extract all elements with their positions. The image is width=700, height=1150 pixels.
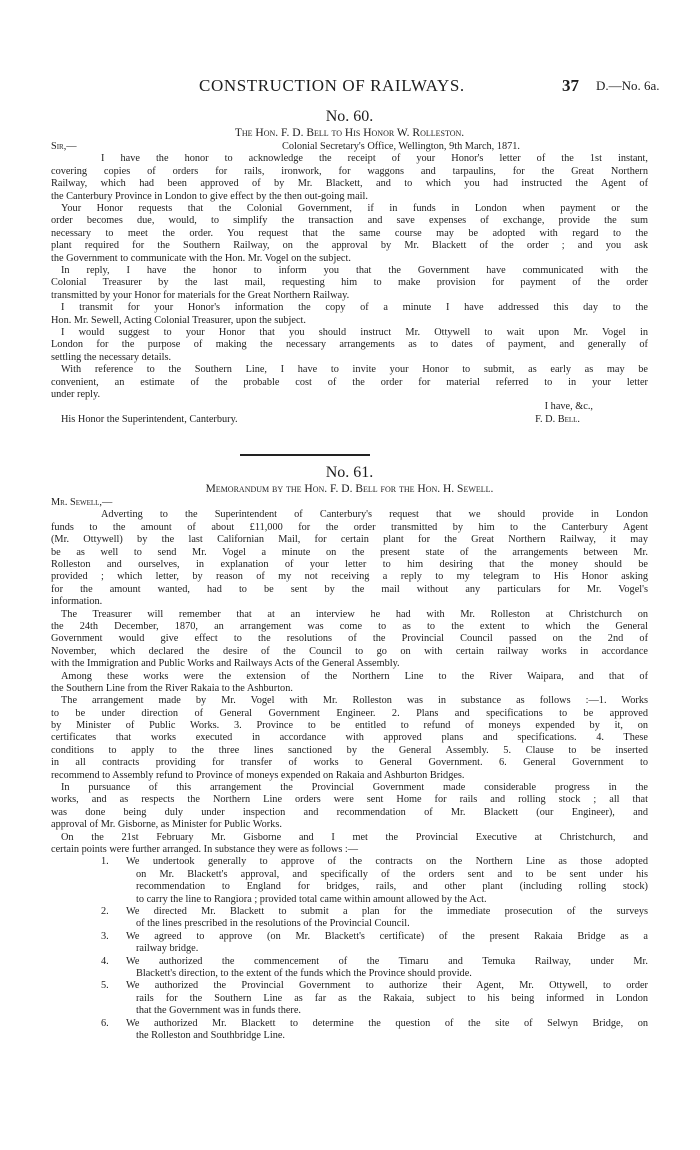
list-item [51,1018,648,1043]
list-item-number: 4. [101,955,109,967]
text-line: The arrangement made by Mr. Vogel with Mr. Rolleston was in substance as follows :—1. Works [61,695,648,707]
text-line: with the Immigration and Public Works and Railways Acts of the General Assembly. [51,658,400,670]
text-line: in all contracts providing for transfer of works to General Government. 6. General Government to [51,757,648,769]
salutation: Sir,— [51,141,77,152]
text-line: certain points were further arranged. In substance they were as follows :— [51,844,359,856]
memo-body [51,509,648,856]
text-line: order becomes due, would, to simplify the transaction and save expenses of exchange, provide the sum [51,215,648,227]
text-line: works, and as respects the Northern Line orders were sent Home for rails and rolling stock ; all that [51,794,648,806]
signature: F. D. Bell. [535,413,580,425]
list-item-number: 1. [101,856,109,868]
list-item-line: to carry the line to Rangiora ; provided total came within amount allowed by the Act. [136,893,487,905]
text-line: settling the necessary details. [51,351,172,363]
letter-subtitle: The Hon. F. D. Bell to His Honor W. Rolleston. [234,127,465,139]
text-line: recommend to Assembly refund to Province of moneys expended on Rakaia and Ashburton Bridges. [51,769,465,781]
text-line: Colonial Treasurer by the last mail, requesting him to make provision for payment of the order [51,277,648,289]
text-line: In reply, I have the honor to inform you that the Government have communicated with the [61,264,648,276]
list-item-line: We authorized the commencement of the Timaru and Temuka Railway, under Mr. [126,955,648,967]
memo-salutation: Mr. Sewell,— [51,497,113,508]
text-line: London for the purpose of making the necessary arrangements as to dates of payment, and generally of [51,339,648,351]
text-line: covering copies of orders for rails, ironwork, for waggons and tarpaulins, for the Great Northern [51,165,648,177]
text-line: certificates that works executed in accordance with approved plans and specifications. 4. These [51,732,648,744]
text-line: funds to the amount of about £11,000 for the order transmitted by him to the Canterbury Agent [51,521,648,533]
salutation-row [51,141,648,153]
text-line: be as well to send Mr. Vogel a minute on the present state of the arrangements between Mr. [51,546,648,558]
list-item [51,980,648,1017]
text-line: conditions to apply to the three lines sanctioned by the General Assembly. 5. Clause to be inserted [51,744,648,756]
list-item-number: 2. [101,906,109,918]
text-line: convenient, an estimate of the probable cost of the order for material referred to in your letter [51,376,648,388]
text-line: provided ; which letter, by reason of my not receiving a reply to my telegram to His Honor asking [51,571,648,583]
text-line: information. [51,596,103,608]
page-header [0,76,700,100]
signature-row [51,414,648,426]
list-item-line: recommendation to England for bridges, rails, and other plant (including rolling stock) [136,881,648,893]
text-line: I have the honor to acknowledge the receipt of your Honor's letter of the 1st instant, [101,153,648,165]
text-line: by Minister of Public Works. 3. Province to be entitled to refund of moneys expended by it, on [51,720,648,732]
text-line: Hon. Mr. Sewell, Acting Colonial Treasurer, upon the subject. [51,314,306,326]
list-item-number: 5. [101,980,109,992]
list-item [51,931,648,956]
running-title: CONSTRUCTION OF RAILWAYS. [199,76,465,95]
text-line: the Southern Line from the River Rakaia to the Ashburton. [51,682,293,694]
list-item-number: 3. [101,930,109,942]
text-line: the Canterbury Province in London to give effect by the then out-going mail. [51,190,368,202]
text-line: On the 21st February Mr. Gisborne and I met the Provincial Executive at Christchurch, and [61,831,648,843]
place-date: Colonial Secretary's Office, Wellington, 9th March, 1871. [282,141,520,152]
list-item [51,956,648,981]
list-item-line: We agreed to approve (on Mr. Blackett's certificate) of the present Rakaia Bridge as a [126,930,648,942]
text-line: the 24th December, 1870, an arrangement was come to as to the extent to which the General [51,620,648,632]
list-item-line: We authorized Mr. Blackett to determine the question of the site of Selwyn Bridge, on [126,1017,648,1029]
text-line: was done being duly under inspection and recommendation of Mr. Blackett (our Engineer), and [51,806,648,818]
memo-number: No. 61. [325,464,374,481]
document-reference: D.—No. 6a. [596,78,660,93]
text-line: to be under direction of General Government Engineer. 2. Plans and specifications to be approved [51,707,648,719]
list-item-line: We authorized the Provincial Government to authorize their Agent, Mr. Ottywell, to order [126,980,648,992]
list-item-line: rails for the Southern Line as far as the Rakaia, subject to his being informed in London [136,992,648,1004]
text-line: (Mr. Ottywell) by the last Californian Mail, for certain plant for the Great Northern Railway, it may [51,534,648,546]
text-line: for the amount wanted, had to be sent by the mail without any particulars for Mr. Vogel's [51,583,648,595]
addressee: His Honor the Superintendent, Canterbury. [61,413,238,425]
list-item-line: on Mr. Blackett's approval, and specifically of the orders sent and to be sent under his [136,868,648,880]
text-line: Your Honor requests that the Colonial Government, if in funds in London when payment or the [61,202,648,214]
letter-closing: I have, &c., [544,401,593,413]
letter-number: No. 60. [325,108,374,125]
memo-subtitle: Memorandum by the Hon. F. D. Bell for the Hon. H. Sewell. [205,483,494,495]
list-item-line: We undertook generally to approve of the contracts on the Northern Line as those adopted [126,856,648,868]
page-number: 37 [562,76,579,95]
list-item-line: railway bridge. [136,943,199,955]
list-item-line: We directed Mr. Blackett to submit a plan for the immediate prosecution of the surveys [126,906,648,918]
text-line: under reply. [51,388,101,400]
text-line: Railway, which had been approved of by Mr. Blackett, and to which you had instructed the Agent of [51,178,648,190]
letter-body [51,153,648,401]
list-item-line: of the lines prescribed in the resolutions of the Provincial Council. [136,918,410,930]
text-line: Government would give effect to the resolutions of the Provincial Council passed on the 2nd of [51,633,648,645]
text-line: In pursuance of this arrangement the Provincial Government made considerable progress in the [61,782,648,794]
list-item-line: the Rolleston and Southbridge Line. [136,1029,285,1041]
text-line: November, which declared the desire of the Council to go on with certain railway works in accordance [51,645,648,657]
text-line: Adverting to the Superintendent of Canterbury's request that we should provide in London [101,509,648,521]
list-item [51,906,648,931]
text-line: approval of Mr. Gisborne, as Minister for Public Works. [51,819,282,831]
text-line: plant required for the Southern Railway, on the approval by Mr. Blackett of the order ; and you ask [51,240,648,252]
text-line: I transmit for your Honor's information the copy of a minute I have addressed this day to the [61,302,648,314]
text-line: necessary to meet the order. You request that the same course may be adopted with regard to the [51,227,648,239]
section-divider [240,454,370,456]
list-item-number: 6. [101,1017,109,1029]
text-line: Rolleston and ourselves, in explanation of your letter to him desiring that the money should be [51,558,648,570]
list-item-line: Blackett's direction, to the extent of the funds which the Province should provide. [136,968,472,979]
list-item [51,856,648,906]
text-line: Among these works were the extension of the Northern Line to the River Waipara, and that of [61,670,648,682]
memo-no-61 [51,464,648,1042]
list-item-line: that the Government was in funds there. [136,1005,301,1017]
memo-points-list [51,856,648,1042]
text-line: the Government to communicate with the Hon. Mr. Vogel on the subject. [51,252,351,264]
text-line: The Treasurer will remember that at an interview he had with Mr. Rolleston at Christchurch on [61,608,648,620]
text-line: transmitted by your Honor for materials for the Great Northern Railway. [51,289,350,301]
text-line: I would suggest to your Honor that you should instruct Mr. Ottywell to wait upon Mr. Vogel in [61,326,648,338]
letter-no-60 [51,108,648,426]
text-line: With reference to the Southern Line, I have to invite your Honor to submit, as early as may be [61,364,648,376]
